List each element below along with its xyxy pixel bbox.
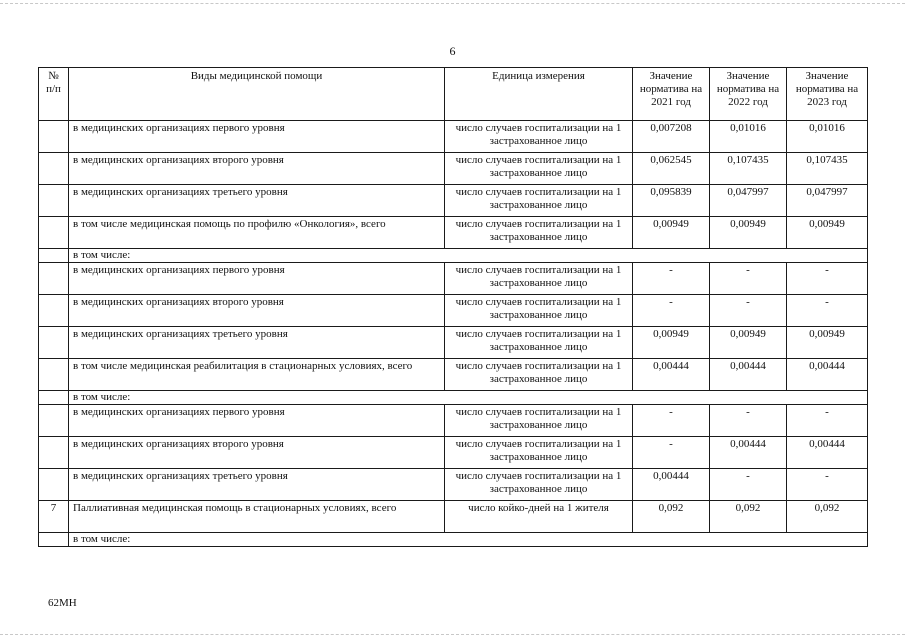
row-value-2023: 0,00444 bbox=[787, 359, 868, 391]
row-value-2022: 0,00949 bbox=[710, 327, 787, 359]
row-value-2023: - bbox=[787, 295, 868, 327]
row-unit: число случаев госпитализации на 1 застрахованное лицо bbox=[445, 327, 633, 359]
row-num bbox=[39, 295, 69, 327]
row-type: в том числе: bbox=[69, 391, 868, 405]
row-type: в том числе медицинская помощь по профилю «Онкология», всего bbox=[69, 217, 445, 249]
table-row bbox=[39, 437, 868, 469]
norms-table bbox=[38, 67, 868, 547]
table-row bbox=[39, 327, 868, 359]
header-2022: Значение норматива на 2022 год bbox=[710, 68, 787, 121]
row-value-2023: - bbox=[787, 469, 868, 501]
row-type: в медицинских организациях первого уровня bbox=[69, 263, 445, 295]
row-value-2022: - bbox=[710, 263, 787, 295]
table-row bbox=[39, 295, 868, 327]
row-value-2023: 0,107435 bbox=[787, 153, 868, 185]
row-type: в медицинских организациях второго уровня bbox=[69, 153, 445, 185]
header-num: № п/п bbox=[39, 68, 69, 121]
row-value-2022: 0,00444 bbox=[710, 437, 787, 469]
row-value-2022: 0,092 bbox=[710, 501, 787, 533]
row-unit: число случаев госпитализации на 1 застрахованное лицо bbox=[445, 153, 633, 185]
row-unit: число случаев госпитализации на 1 застрахованное лицо bbox=[445, 263, 633, 295]
row-type: в медицинских организациях второго уровня bbox=[69, 295, 445, 327]
row-value-2021: 0,00949 bbox=[633, 327, 710, 359]
row-num: 7 bbox=[39, 501, 69, 533]
row-unit: число случаев госпитализации на 1 застрахованное лицо bbox=[445, 469, 633, 501]
table-row bbox=[39, 501, 868, 533]
row-value-2022: 0,047997 bbox=[710, 185, 787, 217]
scan-top-edge bbox=[0, 3, 905, 4]
row-unit: число случаев госпитализации на 1 застрахованное лицо bbox=[445, 185, 633, 217]
row-num bbox=[39, 263, 69, 295]
row-value-2022: 0,00444 bbox=[710, 359, 787, 391]
row-type: в медицинских организациях второго уровня bbox=[69, 437, 445, 469]
row-value-2021: 0,062545 bbox=[633, 153, 710, 185]
row-num bbox=[39, 533, 69, 547]
row-value-2022: 0,00949 bbox=[710, 217, 787, 249]
table-body bbox=[39, 121, 868, 547]
row-value-2023: - bbox=[787, 405, 868, 437]
row-type: в том числе медицинская реабилитация в стационарных условиях, всего bbox=[69, 359, 445, 391]
row-value-2021: 0,00444 bbox=[633, 469, 710, 501]
table-row bbox=[39, 405, 868, 437]
row-type: в том числе: bbox=[69, 249, 868, 263]
row-value-2022: 0,01016 bbox=[710, 121, 787, 153]
row-value-2021: - bbox=[633, 405, 710, 437]
row-value-2023: 0,092 bbox=[787, 501, 868, 533]
row-num bbox=[39, 249, 69, 263]
row-num bbox=[39, 217, 69, 249]
row-value-2022: 0,107435 bbox=[710, 153, 787, 185]
header-2023: Значение норматива на 2023 год bbox=[787, 68, 868, 121]
table-row bbox=[39, 263, 868, 295]
row-value-2021: - bbox=[633, 437, 710, 469]
row-unit: число случаев госпитализации на 1 застрахованное лицо bbox=[445, 405, 633, 437]
row-value-2021: 0,007208 bbox=[633, 121, 710, 153]
row-type: в медицинских организациях первого уровня bbox=[69, 121, 445, 153]
row-value-2021: - bbox=[633, 295, 710, 327]
table-row bbox=[39, 153, 868, 185]
header-2021: Значение норматива на 2021 год bbox=[633, 68, 710, 121]
table-row bbox=[39, 359, 868, 391]
row-value-2023: 0,00444 bbox=[787, 437, 868, 469]
row-unit: число случаев госпитализации на 1 застрахованное лицо bbox=[445, 295, 633, 327]
row-value-2023: - bbox=[787, 263, 868, 295]
row-value-2022: - bbox=[710, 405, 787, 437]
row-value-2021: 0,092 bbox=[633, 501, 710, 533]
row-unit: число койко-дней на 1 жителя bbox=[445, 501, 633, 533]
row-type: в медицинских организациях третьего уровня bbox=[69, 327, 445, 359]
row-value-2021: 0,095839 bbox=[633, 185, 710, 217]
table-row-subheading bbox=[39, 391, 868, 405]
row-type: в медицинских организациях третьего уровня bbox=[69, 185, 445, 217]
table-row bbox=[39, 469, 868, 501]
row-num bbox=[39, 153, 69, 185]
row-unit: число случаев госпитализации на 1 застрахованное лицо bbox=[445, 217, 633, 249]
row-type: в том числе: bbox=[69, 533, 868, 547]
row-num bbox=[39, 437, 69, 469]
table-row bbox=[39, 121, 868, 153]
table-row bbox=[39, 217, 868, 249]
row-value-2021: 0,00444 bbox=[633, 359, 710, 391]
scan-bottom-edge bbox=[0, 634, 905, 635]
header-type: Виды медицинской помощи bbox=[69, 68, 445, 121]
row-value-2022: - bbox=[710, 295, 787, 327]
table-row-subheading bbox=[39, 533, 868, 547]
row-type: Паллиативная медицинская помощь в стационарных условиях, всего bbox=[69, 501, 445, 533]
row-value-2021: 0,00949 bbox=[633, 217, 710, 249]
row-value-2022: - bbox=[710, 469, 787, 501]
row-value-2023: 0,00949 bbox=[787, 327, 868, 359]
document-code: 62МН bbox=[48, 597, 77, 609]
table-row-subheading bbox=[39, 249, 868, 263]
row-type: в медицинских организациях первого уровня bbox=[69, 405, 445, 437]
row-unit: число случаев госпитализации на 1 застрахованное лицо bbox=[445, 437, 633, 469]
row-type: в медицинских организациях третьего уровня bbox=[69, 469, 445, 501]
row-value-2023: 0,047997 bbox=[787, 185, 868, 217]
row-unit: число случаев госпитализации на 1 застрахованное лицо bbox=[445, 359, 633, 391]
row-num bbox=[39, 405, 69, 437]
table-row bbox=[39, 185, 868, 217]
row-num bbox=[39, 327, 69, 359]
table-header-row bbox=[39, 68, 868, 121]
row-num bbox=[39, 469, 69, 501]
row-num bbox=[39, 121, 69, 153]
row-num bbox=[39, 359, 69, 391]
row-value-2023: 0,00949 bbox=[787, 217, 868, 249]
row-unit: число случаев госпитализации на 1 застрахованное лицо bbox=[445, 121, 633, 153]
row-num bbox=[39, 185, 69, 217]
header-unit: Единица измерения bbox=[445, 68, 633, 121]
row-num bbox=[39, 391, 69, 405]
row-value-2023: 0,01016 bbox=[787, 121, 868, 153]
page-number: 6 bbox=[449, 44, 456, 58]
row-value-2021: - bbox=[633, 263, 710, 295]
